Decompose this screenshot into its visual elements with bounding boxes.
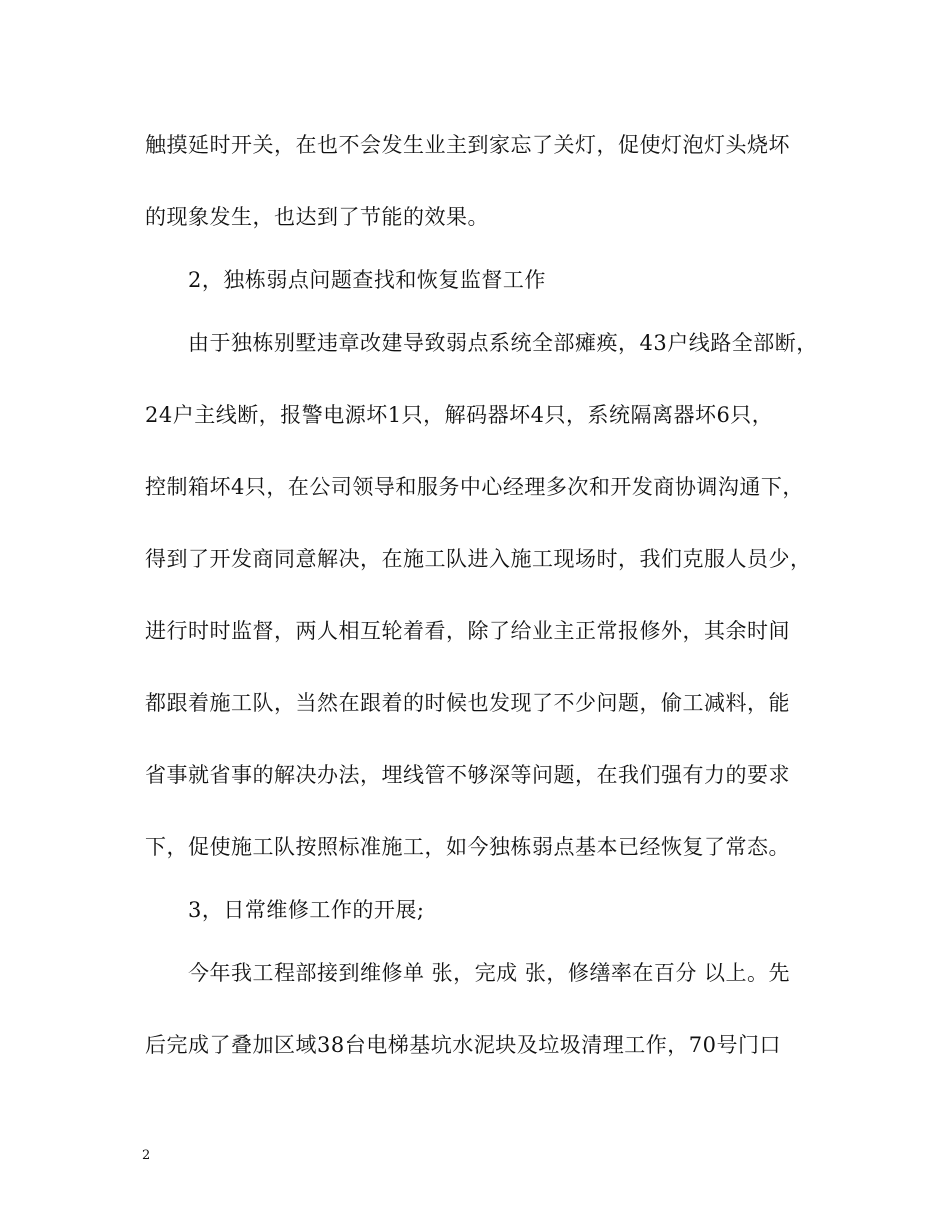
body-text-line: 控制箱坏4只，在公司领导和服务中心经理多次和开发商协调沟通下，: [145, 475, 804, 499]
section-heading: 3，日常维修工作的开展;: [188, 898, 425, 922]
page-number: 2: [142, 1148, 151, 1163]
body-text-line: 进行时时监督，两人相互轮着看，除了给业主正常报修外，其余时间: [145, 619, 790, 643]
body-text-line: 的现象发生，也达到了节能的效果。: [145, 205, 489, 229]
body-text-line: 今年我工程部接到维修单 张，完成 张，修缮率在百分 以上。先: [188, 961, 791, 985]
body-text-line: 都跟着施工队，当然在跟着的时候也发现了不少问题，偷工减料，能: [145, 691, 790, 715]
body-text-line: 下，促使施工队按照标准施工，如今独栋弱点基本已经恢复了常态。: [145, 835, 790, 859]
section-heading: 2，独栋弱点问题查找和恢复监督工作: [188, 268, 546, 292]
body-text-line: 省事就省事的解决办法，埋线管不够深等问题，在我们强有力的要求: [145, 763, 790, 787]
body-text-line: 后完成了叠加区域38台电梯基坑水泥块及垃圾清理工作，70号门口: [145, 1033, 781, 1057]
body-text-line: 24户主线断，报警电源坏1只，解码器坏4只，系统隔离器坏6只，: [145, 403, 774, 427]
body-text-line: 得到了开发商同意解决，在施工队进入施工现场时，我们克服人员少，: [145, 547, 812, 571]
body-text-line: 触摸延时开关，在也不会发生业主到家忘了关灯，促使灯泡灯头烧坏: [145, 133, 790, 157]
body-text-line: 由于独栋别墅违章改建导致弱点系统全部瘫痪，43户线路全部断，: [188, 331, 818, 355]
